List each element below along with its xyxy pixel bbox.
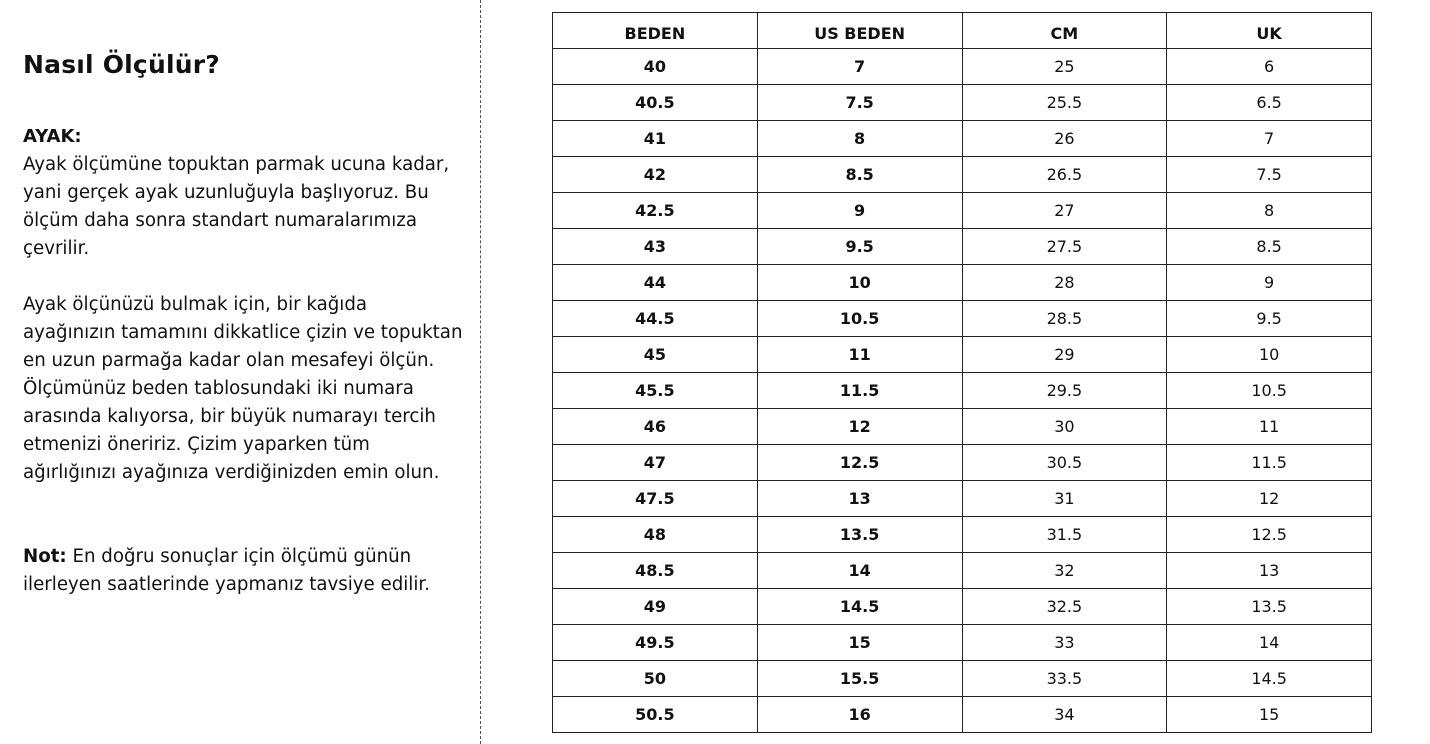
table-row xyxy=(553,589,1372,625)
table-row xyxy=(553,193,1372,229)
header-beden: BEDEN xyxy=(553,13,758,49)
uk-cell: 8.5 xyxy=(1167,229,1372,265)
cm-cell: 25 xyxy=(962,49,1167,85)
beden-cell: 47 xyxy=(553,445,758,481)
cm-cell: 29.5 xyxy=(962,373,1167,409)
cm-cell: 29 xyxy=(962,337,1167,373)
table-row xyxy=(553,229,1372,265)
cm-cell: 32 xyxy=(962,553,1167,589)
uk-cell: 11 xyxy=(1167,409,1372,445)
uk-cell: 15 xyxy=(1167,697,1372,733)
beden-cell: 49 xyxy=(553,589,758,625)
size-table-body xyxy=(553,49,1372,733)
uk-cell: 6.5 xyxy=(1167,85,1372,121)
cm-cell: 28 xyxy=(962,265,1167,301)
cm-cell: 33 xyxy=(962,625,1167,661)
size-chart-table xyxy=(552,12,1372,733)
uk-cell: 12 xyxy=(1167,481,1372,517)
cm-cell: 27.5 xyxy=(962,229,1167,265)
uk-cell: 9.5 xyxy=(1167,301,1372,337)
beden-cell: 47.5 xyxy=(553,481,758,517)
beden-cell: 43 xyxy=(553,229,758,265)
uk-cell: 12.5 xyxy=(1167,517,1372,553)
table-row xyxy=(553,301,1372,337)
us-beden-cell: 7 xyxy=(757,49,962,85)
beden-cell: 44 xyxy=(553,265,758,301)
table-row xyxy=(553,517,1372,553)
us-beden-cell: 7.5 xyxy=(757,85,962,121)
cm-cell: 25.5 xyxy=(962,85,1167,121)
cm-cell: 26.5 xyxy=(962,157,1167,193)
beden-cell: 50.5 xyxy=(553,697,758,733)
us-beden-cell: 8 xyxy=(757,121,962,157)
beden-cell: 41 xyxy=(553,121,758,157)
table-row xyxy=(553,85,1372,121)
beden-cell: 42 xyxy=(553,157,758,193)
column-divider xyxy=(480,0,481,744)
uk-cell: 8 xyxy=(1167,193,1372,229)
beden-cell: 40.5 xyxy=(553,85,758,121)
table-row xyxy=(553,445,1372,481)
beden-cell: 42.5 xyxy=(553,193,758,229)
uk-cell: 10 xyxy=(1167,337,1372,373)
uk-cell: 6 xyxy=(1167,49,1372,85)
us-beden-cell: 10 xyxy=(757,265,962,301)
header-us-beden: US BEDEN xyxy=(757,13,962,49)
us-beden-cell: 13.5 xyxy=(757,517,962,553)
beden-cell: 48 xyxy=(553,517,758,553)
beden-cell: 48.5 xyxy=(553,553,758,589)
us-beden-cell: 16 xyxy=(757,697,962,733)
cm-cell: 34 xyxy=(962,697,1167,733)
us-beden-cell: 8.5 xyxy=(757,157,962,193)
beden-cell: 46 xyxy=(553,409,758,445)
guide-note xyxy=(23,543,463,599)
cm-cell: 31.5 xyxy=(962,517,1167,553)
cm-cell: 30.5 xyxy=(962,445,1167,481)
cm-cell: 30 xyxy=(962,409,1167,445)
table-row xyxy=(553,121,1372,157)
table-row xyxy=(553,481,1372,517)
us-beden-cell: 9.5 xyxy=(757,229,962,265)
beden-cell: 50 xyxy=(553,661,758,697)
note-label: Not: xyxy=(23,546,67,567)
us-beden-cell: 11 xyxy=(757,337,962,373)
cm-cell: 32.5 xyxy=(962,589,1167,625)
table-row xyxy=(553,373,1372,409)
cm-cell: 27 xyxy=(962,193,1167,229)
table-row xyxy=(553,409,1372,445)
foot-section-label: AYAK: xyxy=(23,126,82,147)
us-beden-cell: 14.5 xyxy=(757,589,962,625)
cm-cell: 33.5 xyxy=(962,661,1167,697)
uk-cell: 9 xyxy=(1167,265,1372,301)
table-row xyxy=(553,625,1372,661)
us-beden-cell: 12 xyxy=(757,409,962,445)
table-row xyxy=(553,265,1372,301)
uk-cell: 11.5 xyxy=(1167,445,1372,481)
cm-cell: 31 xyxy=(962,481,1167,517)
cm-cell: 26 xyxy=(962,121,1167,157)
table-row xyxy=(553,661,1372,697)
uk-cell: 7.5 xyxy=(1167,157,1372,193)
header-uk: UK xyxy=(1167,13,1372,49)
guide-paragraph-intro: Ayak ölçümüne topuktan parmak ucuna kadar, yani gerçek ayak uzunluğuyla başlıyoruz. Bu ölçüm daha sonra standart numaralarımıza çevrilir. xyxy=(23,154,450,259)
us-beden-cell: 15 xyxy=(757,625,962,661)
guide-paragraph-instructions: Ayak ölçünüzü bulmak için, bir kağıda ayağınızın tamamını dikkatlice çizin ve topuktan en uzun parmağa kadar olan mesafeyi ölçün. Ölçümünüz beden tablosundaki iki numara arasında kalıyorsa, bir büyük numarayı tercih etmenizi öneririz. Çizim yaparken tüm ağırlığınızı ayağınıza verdiğinizden emin olun. xyxy=(23,294,463,483)
header-cm: CM xyxy=(962,13,1167,49)
note-text: En doğru sonuçlar için ölçümü günün ilerleyen saatlerinde yapmanız tavsiye edilir. xyxy=(23,546,430,595)
us-beden-cell: 15.5 xyxy=(757,661,962,697)
beden-cell: 40 xyxy=(553,49,758,85)
uk-cell: 14 xyxy=(1167,625,1372,661)
table-row xyxy=(553,157,1372,193)
table-row xyxy=(553,49,1372,85)
us-beden-cell: 10.5 xyxy=(757,301,962,337)
table-row xyxy=(553,337,1372,373)
us-beden-cell: 14 xyxy=(757,553,962,589)
us-beden-cell: 9 xyxy=(757,193,962,229)
table-header-row xyxy=(553,13,1372,49)
uk-cell: 7 xyxy=(1167,121,1372,157)
beden-cell: 45 xyxy=(553,337,758,373)
uk-cell: 13 xyxy=(1167,553,1372,589)
uk-cell: 10.5 xyxy=(1167,373,1372,409)
us-beden-cell: 11.5 xyxy=(757,373,962,409)
guide-title: Nasıl Ölçülür? xyxy=(23,50,220,79)
uk-cell: 14.5 xyxy=(1167,661,1372,697)
us-beden-cell: 13 xyxy=(757,481,962,517)
beden-cell: 45.5 xyxy=(553,373,758,409)
uk-cell: 13.5 xyxy=(1167,589,1372,625)
beden-cell: 44.5 xyxy=(553,301,758,337)
us-beden-cell: 12.5 xyxy=(757,445,962,481)
table-row xyxy=(553,553,1372,589)
beden-cell: 49.5 xyxy=(553,625,758,661)
table-row xyxy=(553,697,1372,733)
cm-cell: 28.5 xyxy=(962,301,1167,337)
